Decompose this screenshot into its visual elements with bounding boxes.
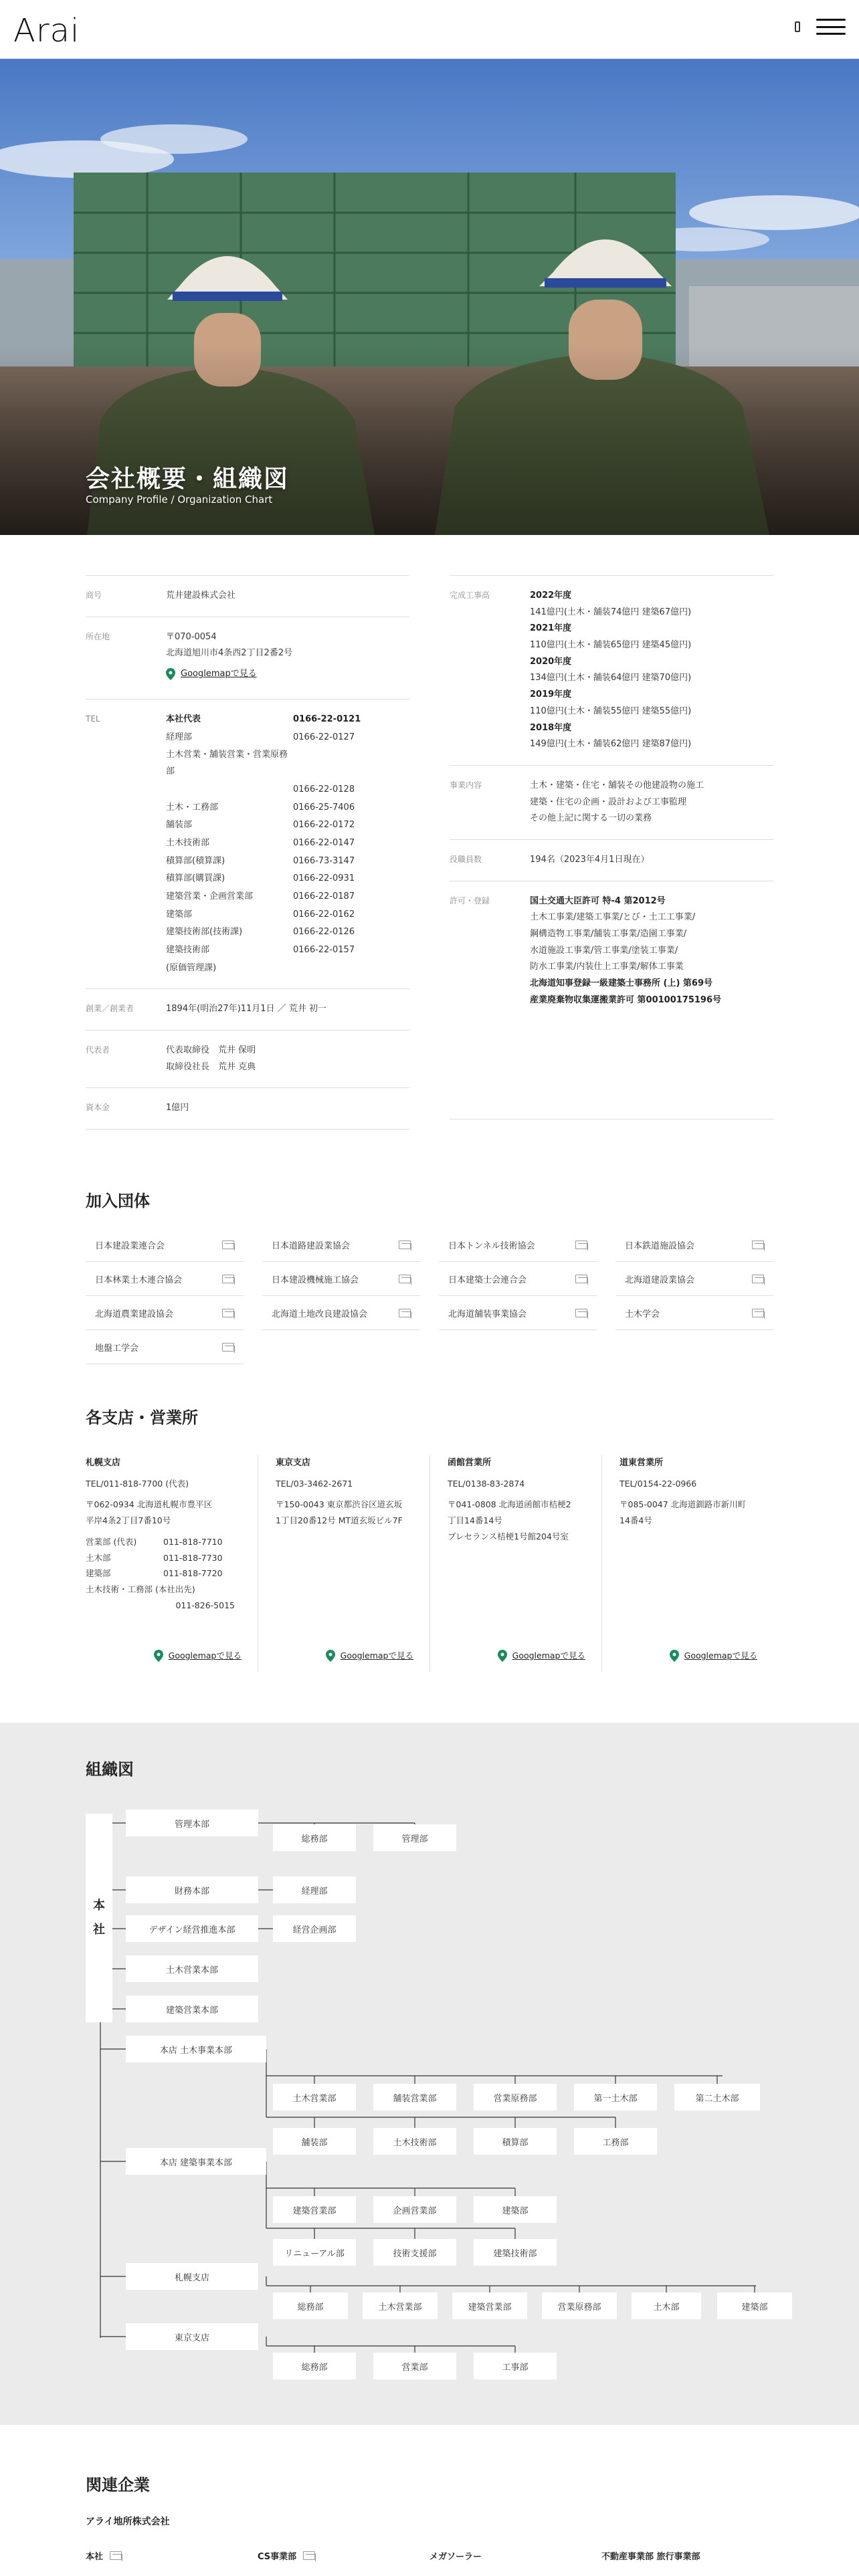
branch-tel: TEL/011-818-7700 (代表)	[86, 1478, 189, 1489]
license-line: 土木工事業/建築工事業/とび・土工工事業/	[530, 912, 696, 923]
branch-tel: TEL/03-3462-2671	[276, 1478, 353, 1489]
fiscal-year: 2022年度	[530, 591, 572, 601]
branch-card	[430, 1455, 601, 1672]
group-name: 北海道土地改良建設協会	[272, 1309, 368, 1319]
group-link[interactable]	[262, 1228, 420, 1262]
external-link-icon	[399, 1309, 411, 1317]
group-link[interactable]	[86, 1262, 244, 1296]
profile-left-column	[86, 575, 409, 1130]
org-title: 組織図	[86, 1760, 134, 1779]
fiscal-year: 2021年度	[530, 623, 572, 634]
org-box-doboku_jigyo: 本店 土木事業本部	[126, 2036, 266, 2062]
fiscal-year: 2019年度	[530, 689, 572, 700]
org-box-sp3: 建築営業部	[452, 2292, 527, 2319]
branch-card	[601, 1455, 773, 1672]
branch-address	[448, 1497, 592, 1544]
tel-dept-number	[293, 747, 409, 780]
group-link[interactable]	[262, 1296, 420, 1330]
external-link-icon	[303, 2551, 315, 2560]
org-box-de2: 舗装営業部	[373, 2084, 456, 2111]
tel-dept-number	[293, 960, 409, 977]
related-list	[86, 2549, 773, 2562]
org-box-keiei: 経営企画部	[273, 1915, 356, 1942]
row-value: 194名（2023年4月1日現在）	[530, 854, 650, 865]
group-name: 日本道路建設業協会	[272, 1241, 351, 1251]
tel-dept-number: 0166-22-0931	[293, 873, 355, 884]
row-label: 事業内容	[450, 780, 482, 790]
profile-row-representative	[86, 1031, 409, 1088]
branch-address-line: 〒041-0808 北海道函館市桔梗2	[448, 1499, 571, 1510]
row-label: 創業／創業者	[86, 1004, 134, 1014]
map-pin-icon	[498, 1650, 507, 1662]
tel-dept-number: 0166-22-0147	[293, 837, 355, 848]
related-title: 関連企業	[86, 2476, 150, 2494]
business-line: 土木・建築・住宅・舗装その他建設物の施工	[530, 780, 704, 790]
external-link-icon	[222, 1241, 234, 1249]
branch-dept-row	[86, 1534, 248, 1550]
tel-dept-name: 建築営業・企画営業部	[166, 891, 254, 901]
org-box-de9: 工務部	[574, 2128, 657, 2155]
branch-name: 札幌支店	[86, 1458, 121, 1468]
org-box-sp4: 営業原務部	[542, 2292, 617, 2319]
branches-title: 各支店・営業所	[86, 1408, 198, 1427]
map-link-label: Googlemapで見る	[684, 1650, 757, 1661]
org-box-tokyo: 東京支店	[126, 2323, 258, 2350]
dept-tel: 011-826-5015	[175, 1600, 235, 1610]
group-link[interactable]	[615, 1296, 773, 1330]
branch-address-line: プレセランス桔梗1号館204号室	[448, 1531, 569, 1541]
dept-name: 建築部	[86, 1568, 111, 1579]
googlemap-link[interactable]	[166, 666, 257, 683]
map-pin-icon	[166, 668, 175, 680]
org-box-zaimu: 財務本部	[126, 1876, 258, 1903]
dept-name: 営業部 (代表)	[86, 1536, 137, 1547]
license-line: 鋼構造物工事業/舗装工事業/造園工事業/	[530, 929, 687, 939]
map-link-label: Googlemapで見る	[181, 669, 257, 679]
branch-dept-row	[86, 1582, 248, 1598]
tel-head-name: 本社代表	[166, 714, 201, 725]
group-name: 日本建築士会連合会	[448, 1275, 527, 1285]
group-link[interactable]	[439, 1296, 597, 1330]
honsha-char: 本	[93, 1899, 105, 1913]
row-label: 所在地	[86, 631, 110, 641]
org-box-ke4: リニューアル部	[273, 2239, 356, 2266]
fiscal-year-detail: 110億円(土木・舗装55億円 建築55億円)	[530, 706, 692, 716]
dept-tel: 011-818-7730	[163, 1552, 223, 1563]
org-box-design: デザイン経営推進本部	[126, 1915, 258, 1942]
group-name: 日本建設機械施工協会	[272, 1275, 359, 1285]
site-header	[0, 0, 859, 59]
branch-name: 函館営業所	[448, 1458, 492, 1468]
tel-dept-name: 舗装部	[166, 820, 193, 831]
external-link-icon	[399, 1275, 411, 1283]
tel-dept-name: 土木営業・舗装営業・営業原務部	[166, 750, 288, 777]
tel-dept-name: 建築技術部(技術課)	[166, 927, 243, 938]
groups-title: 加入団体	[86, 1192, 150, 1210]
tel-dept-name: 経理部	[166, 732, 193, 742]
fiscal-year: 2018年度	[530, 722, 572, 733]
external-link-icon	[222, 1275, 234, 1283]
hero	[0, 59, 859, 535]
honsha-char: 社	[93, 1923, 105, 1937]
org-box-kanri: 管理本部	[126, 1810, 258, 1836]
branch-address-line: 平岸4条2丁目7番10号	[86, 1515, 171, 1526]
map-pin-icon	[154, 1650, 163, 1662]
page-title: 会社概要・組織図	[86, 465, 290, 493]
phone-icon[interactable]	[795, 21, 800, 32]
row-label: 商号	[86, 591, 102, 600]
branch-dept-row	[86, 1598, 248, 1614]
fiscal-year-detail: 149億円(土木・舗装62億円 建築87億円)	[530, 739, 692, 750]
group-link[interactable]	[439, 1228, 597, 1262]
profile-row-license	[450, 881, 773, 1119]
branch-address-line: 14番4号	[619, 1515, 652, 1526]
row-label: TEL	[86, 714, 100, 724]
business-line: その他上記に関する一切の業務	[530, 813, 652, 824]
branch-dept-row	[86, 1550, 248, 1566]
googlemap-link[interactable]	[498, 1648, 585, 1664]
branch-departments	[86, 1534, 248, 1614]
external-link-icon	[399, 1241, 411, 1249]
tel-dept-name: 建築部	[166, 909, 193, 920]
external-link-icon	[752, 1275, 764, 1283]
googlemap-link[interactable]	[670, 1648, 757, 1664]
tel-dept-name: 土木・工務部	[166, 802, 219, 813]
tel-dept-name: 建築技術部	[166, 945, 210, 956]
branch-name: 東京支店	[276, 1458, 311, 1468]
dept-name: 土木技術・工務部 (本社出先)	[86, 1584, 195, 1595]
branches-list	[86, 1455, 773, 1672]
row-label: 代表者	[86, 1045, 110, 1055]
group-name: 北海道舗装事業協会	[448, 1309, 527, 1319]
fiscal-year-detail: 110億円(土木・舗装65億円 建築45億円)	[530, 640, 692, 651]
org-box-de6: 舗装部	[273, 2128, 356, 2155]
org-box-kenchiku_jigyo: 本店 建築事業本部	[126, 2148, 266, 2175]
tel-dept-number: 0166-22-0162	[293, 909, 355, 920]
related-item-label: CS事業部	[258, 2552, 297, 2562]
googlemap-link[interactable]	[154, 1648, 242, 1664]
zip-code: 〒070-0054	[166, 631, 217, 642]
profile-row-founded	[86, 989, 409, 1031]
row-label: 完成工事高	[450, 591, 490, 600]
tel-dept-name: (原価管理課)	[166, 962, 217, 973]
page-subtitle: Company Profile / Organization Chart	[86, 494, 273, 506]
profile-right-column	[450, 575, 773, 1119]
map-link-label: Googlemapで見る	[168, 1650, 242, 1661]
org-honsha	[86, 1814, 112, 2022]
group-name: 日本建設業連合会	[95, 1241, 165, 1251]
related-item-label: 不動産事業部 旅行事業部	[601, 2552, 700, 2562]
group-link[interactable]	[262, 1262, 420, 1296]
profile-row-employees	[450, 840, 773, 881]
tel-dept-number: 0166-22-0187	[293, 891, 355, 901]
external-link-icon	[575, 1275, 587, 1283]
group-link[interactable]	[439, 1262, 597, 1296]
branch-address-line: 〒085-0047 北海道釧路市新川町	[619, 1499, 747, 1510]
group-link[interactable]	[615, 1228, 773, 1262]
header-actions	[795, 19, 846, 35]
group-name: 北海道建設業協会	[625, 1275, 695, 1285]
map-pin-icon	[326, 1650, 335, 1662]
external-link-icon	[110, 2551, 122, 2560]
branch-card	[258, 1455, 430, 1672]
branch-card	[86, 1455, 258, 1672]
row-label: 許可・登録	[450, 895, 490, 905]
tel-dept-name: 積算部(購買課)	[166, 873, 225, 884]
group-link[interactable]	[86, 1228, 244, 1262]
map-link-label: Googlemapで見る	[512, 1650, 585, 1661]
org-box-sp6: 建築部	[717, 2292, 792, 2319]
row-value: 1億円	[166, 1103, 189, 1113]
group-name: 地盤工学会	[95, 1343, 139, 1354]
org-box-ke1: 建築営業部	[273, 2196, 356, 2223]
branch-address-line: 〒150-0043 東京都渋谷区道玄坂	[276, 1499, 403, 1510]
external-link-icon	[575, 1241, 587, 1249]
org-chart	[0, 1723, 859, 2425]
row-label: 役職員数	[450, 854, 482, 864]
branch-address	[86, 1497, 248, 1529]
org-box-sapporo: 札幌支店	[126, 2263, 258, 2290]
branch-address-line: 丁目14番14号	[448, 1515, 502, 1526]
branch-tel: TEL/0138-83-2874	[448, 1478, 525, 1489]
tel-dept-name	[166, 782, 293, 798]
group-link[interactable]	[86, 1330, 244, 1364]
profile-row-tel	[86, 700, 409, 989]
tel-dept-number: 0166-25-7406	[293, 802, 355, 813]
map-link-label: Googlemapで見る	[340, 1650, 413, 1661]
org-box-kenchiku_eigyo: 建築営業本部	[126, 1996, 258, 2022]
tel-dept-number: 0166-22-0128	[293, 784, 355, 794]
license-line: 産業廃棄物収集運搬業許可 第00100175196号	[530, 994, 722, 1005]
group-name: 土木学会	[625, 1309, 660, 1319]
org-box-de5: 第二土木部	[674, 2084, 760, 2111]
org-box-tk1: 総務部	[273, 2353, 356, 2379]
arai-logo[interactable]	[13, 7, 107, 53]
external-link-icon	[752, 1241, 764, 1249]
tel-dept-number: 0166-73-3147	[293, 855, 355, 866]
org-box-sp5: 土木部	[632, 2292, 701, 2319]
org-box-de8: 積算部	[474, 2128, 557, 2155]
rep-line: 代表取締役 荒井 保明	[166, 1045, 256, 1056]
org-box-de1: 土木営業部	[273, 2084, 356, 2111]
org-box-tk2: 営業部	[373, 2353, 456, 2379]
org-box-ke6: 建築技術部	[474, 2239, 557, 2266]
tel-dept-number: 0166-22-0172	[293, 820, 355, 831]
tel-list	[166, 712, 409, 976]
org-box-sp1: 総務部	[273, 2292, 348, 2319]
group-name: 日本トンネル技術協会	[448, 1241, 535, 1251]
profile-row-business	[450, 766, 773, 840]
related-item-label: メガソーラー	[430, 2552, 482, 2562]
tel-dept-number: 0166-22-0157	[293, 945, 355, 956]
related-item[interactable]	[86, 2549, 258, 2562]
row-value: 1894年(明治27年)11月1日 ／ 荒井 初一	[166, 1004, 326, 1014]
branch-tel: TEL/0154-22-0966	[619, 1478, 697, 1489]
group-name: 北海道農業建設協会	[95, 1309, 174, 1319]
license-line: 防水工事業/内装仕上工事業/解体工事業	[530, 962, 684, 972]
dept-name: 土木部	[86, 1552, 111, 1563]
business-line: 建築・住宅の企画・設計および工事監理	[530, 796, 687, 807]
group-link[interactable]	[86, 1296, 244, 1330]
org-box-de3: 営業原務部	[474, 2084, 557, 2111]
fiscal-year: 2020年度	[530, 656, 572, 667]
profile-row-capital	[86, 1088, 409, 1130]
dept-tel: 011-818-7710	[163, 1536, 223, 1547]
dept-tel: 011-818-7720	[163, 1568, 223, 1579]
tel-head-number: 0166-22-0121	[293, 714, 361, 725]
branch-address-line: 1丁目20番12号 MT道玄坂ビル7F	[276, 1515, 403, 1526]
related-company: アライ地所株式会社	[86, 2516, 170, 2527]
branch-address-line: 〒062-0934 北海道札幌市豊平区	[86, 1499, 213, 1510]
license-line: 北海道知事登録一級建築士事務所 (上) 第69号	[530, 978, 713, 989]
branch-address	[619, 1497, 764, 1529]
row-label: 資本金	[86, 1103, 110, 1113]
related-item[interactable]	[258, 2549, 430, 2562]
org-box-kanribu: 管理部	[373, 1824, 456, 1851]
org-box-de7: 土木技術部	[373, 2128, 456, 2155]
external-link-icon	[222, 1309, 234, 1317]
org-box-tk3: 工事部	[474, 2353, 557, 2379]
googlemap-link[interactable]	[326, 1648, 413, 1664]
org-box-doboku_eigyo: 土木営業本部	[126, 1955, 258, 1982]
related-item[interactable]	[430, 2549, 601, 2562]
map-pin-icon	[670, 1650, 679, 1662]
branch-name: 道東営業所	[619, 1458, 664, 1468]
group-name: 日本林業土木連合協会	[95, 1275, 183, 1285]
related-item-label: 本社	[86, 2552, 104, 2562]
tel-dept-name: 積算部(積算課)	[166, 855, 225, 866]
svg-text:Arai: Arai	[13, 12, 80, 49]
profile-row-trade-name	[86, 576, 409, 617]
menu-icon[interactable]	[816, 19, 846, 35]
completed-years	[530, 588, 773, 753]
org-box-ke3: 建築部	[474, 2196, 557, 2223]
org-box-ke5: 技術支援部	[373, 2239, 456, 2266]
profile-row-completed	[450, 576, 773, 766]
org-box-somu: 総務部	[273, 1824, 356, 1851]
rep-line: 取締役社長 荒井 克典	[166, 1061, 256, 1072]
org-box-ke2: 企画営業部	[373, 2196, 456, 2223]
fiscal-year-detail: 141億円(土木・舗装74億円 建築67億円)	[530, 607, 692, 617]
branch-dept-row	[86, 1566, 248, 1582]
external-link-icon	[222, 1343, 234, 1352]
street-address: 北海道旭川市4条西2丁目2番2号	[166, 648, 293, 659]
fiscal-year-detail: 134億円(土木・舗装64億円 建築70億円)	[530, 673, 692, 683]
group-link[interactable]	[615, 1262, 773, 1296]
tel-dept-name: 土木技術部	[166, 837, 210, 848]
group-name: 日本鉄道施設協会	[625, 1241, 695, 1251]
external-link-icon	[575, 1309, 587, 1317]
license-line: 国土交通大臣許可 特-4 第2012号	[530, 895, 666, 906]
groups-list	[86, 1228, 773, 1364]
external-link-icon	[752, 1309, 764, 1317]
org-box-sp2: 土木営業部	[363, 2292, 438, 2319]
org-box-de4: 第一土木部	[574, 2084, 657, 2111]
profile-row-address	[86, 617, 409, 700]
org-box-keiri: 経理部	[273, 1876, 356, 1903]
branch-address	[276, 1497, 420, 1529]
tel-dept-number: 0166-22-0126	[293, 927, 355, 938]
row-value: 荒井建設株式会社	[166, 591, 236, 601]
license-line: 水道施設工事業/管工事業/塗装工事業/	[530, 945, 678, 956]
tel-dept-number: 0166-22-0127	[293, 732, 355, 742]
related-item[interactable]	[601, 2549, 773, 2562]
